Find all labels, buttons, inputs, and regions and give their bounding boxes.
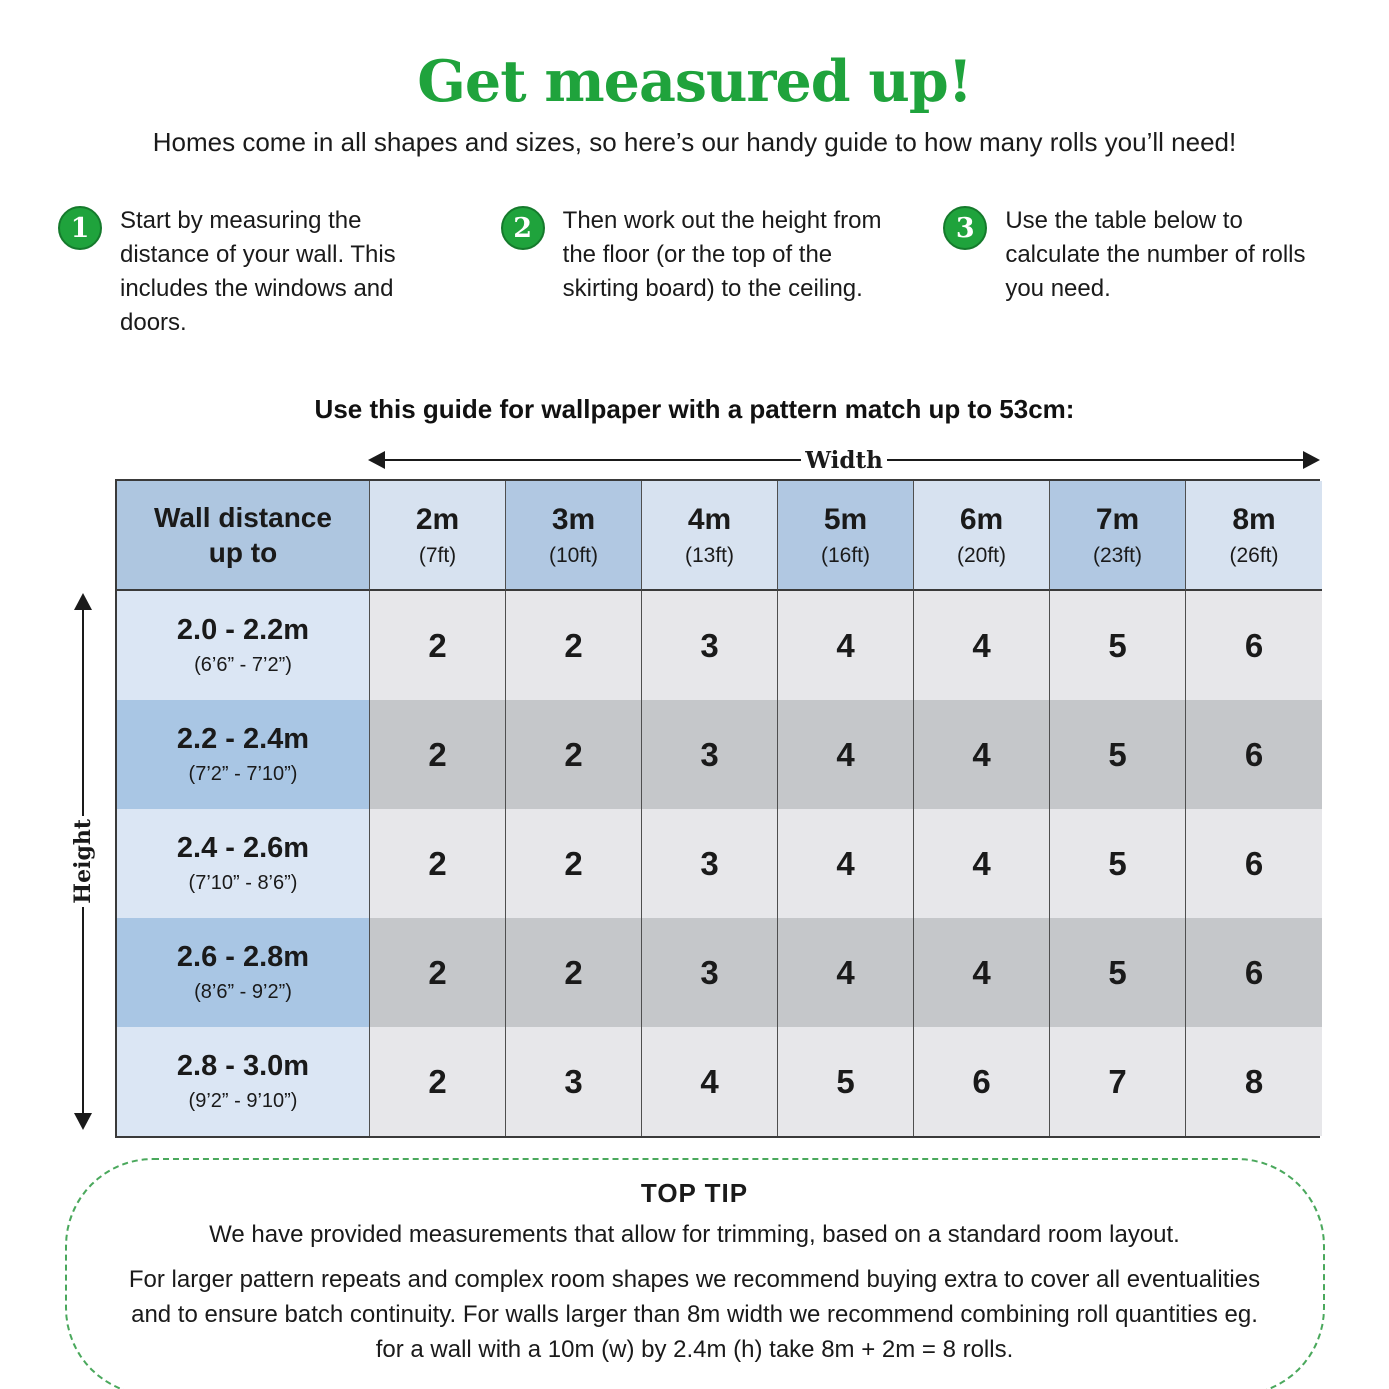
- top-tip-line2: For larger pattern repeats and complex room shapes we recommend buying extra to cover all eventualities and to ensure batch continuity. For walls larger than 8m width we recommend combining roll quantities eg. for a wall with a 10m (w) by 2.4m (h) take 8m + 2m = 8 rolls.: [128, 1266, 1261, 1363]
- table-guide-heading: Use this guide for wallpaper with a pattern match up to 53cm:: [314, 394, 1075, 425]
- table-cell: 2: [506, 809, 642, 918]
- table-cell: 7: [1050, 1027, 1186, 1136]
- table-cell: 4: [778, 700, 914, 809]
- table-cell: 4: [642, 1027, 778, 1136]
- column-header-metres: 7m: [1095, 502, 1140, 536]
- column-header-5m: [778, 481, 914, 591]
- row-header-metres: 2.4 - 2.6m: [176, 832, 310, 865]
- table-cell: 2: [506, 591, 642, 700]
- table-cell: 2: [370, 700, 506, 809]
- table-cell: 2: [370, 1027, 506, 1136]
- column-header-6m: [914, 481, 1050, 591]
- column-header-metres: 2m: [415, 502, 460, 536]
- step-2-text: Then work out the height from the floor (or the top of the skirting board) to the ceiling.: [562, 207, 882, 303]
- column-header-metres: 5m: [823, 502, 868, 536]
- row-header-2.2-2.4m: [117, 700, 370, 809]
- top-tip-heading: TOP TIP: [640, 1178, 749, 1209]
- arrow-up-icon: [74, 593, 92, 610]
- corner-header-line2: up to: [208, 537, 278, 569]
- width-axis-label: Width: [805, 446, 883, 474]
- table-cell: 4: [914, 591, 1050, 700]
- table-cell: 5: [1050, 700, 1186, 809]
- table-cell: 5: [1050, 809, 1186, 918]
- arrow-down-icon: [74, 1113, 92, 1130]
- column-header-feet: (10ft): [548, 543, 598, 567]
- table-cell: 6: [914, 1027, 1050, 1136]
- arrow-line: [385, 459, 801, 461]
- page-title: Get measured up!: [417, 48, 972, 115]
- table-cell: 5: [1050, 591, 1186, 700]
- table-cell: 4: [914, 918, 1050, 1027]
- table-cell: 6: [1186, 809, 1322, 918]
- column-header-8m: [1186, 481, 1322, 591]
- row-header-feet: (8’6” - 9’2”): [194, 981, 292, 1004]
- row-header-metres: 2.8 - 3.0m: [176, 1050, 310, 1083]
- step-1-text: Start by measuring the distance of your wall. This includes the windows and doors.: [120, 207, 396, 337]
- column-header-feet: (7ft): [418, 543, 457, 567]
- step-1-number-badge: 1: [58, 206, 102, 250]
- width-axis-arrow: [368, 447, 1320, 473]
- top-tip-box: [65, 1158, 1325, 1389]
- top-tip-line1: We have provided measurements that allow for trimming, based on a standard room layout.: [209, 1221, 1180, 1249]
- column-header-metres: 3m: [551, 502, 596, 536]
- table-cell: 4: [914, 809, 1050, 918]
- table-cell: 4: [914, 700, 1050, 809]
- row-header-feet: (6’6” - 7’2”): [194, 654, 292, 677]
- row-header-feet: (9’2” - 9’10”): [188, 1090, 298, 1113]
- column-header-feet: (13ft): [684, 543, 734, 567]
- column-header-feet: (26ft): [1229, 543, 1279, 567]
- column-header-feet: (20ft): [956, 543, 1006, 567]
- arrow-line: [82, 907, 84, 1113]
- column-header-metres: 4m: [687, 502, 732, 536]
- column-header-metres: 8m: [1232, 502, 1276, 536]
- row-header-metres: 2.6 - 2.8m: [176, 941, 310, 974]
- table-cell: 5: [778, 1027, 914, 1136]
- table-cell: 3: [506, 1027, 642, 1136]
- table-cell: 2: [370, 918, 506, 1027]
- table-cell: 6: [1186, 591, 1322, 700]
- row-header-2.0-2.2m: [117, 591, 370, 700]
- row-header-2.6-2.8m: [117, 918, 370, 1027]
- table-cell: 5: [1050, 918, 1186, 1027]
- table-cell: 3: [642, 700, 778, 809]
- corner-header-line1: Wall distance: [154, 502, 332, 534]
- row-header-metres: 2.2 - 2.4m: [176, 723, 310, 756]
- step-3: [943, 204, 1331, 340]
- table-cell: 2: [506, 700, 642, 809]
- table-cell: 2: [506, 918, 642, 1027]
- table-corner-header: [117, 481, 370, 591]
- step-1: [58, 204, 446, 340]
- table-cell: 3: [642, 591, 778, 700]
- column-header-feet: (16ft): [820, 543, 870, 567]
- column-header-metres: 6m: [959, 502, 1004, 536]
- table-cell: 8: [1186, 1027, 1322, 1136]
- height-axis-arrow: [66, 593, 100, 1130]
- table-cell: 3: [642, 918, 778, 1027]
- row-header-2.4-2.6m: [117, 809, 370, 918]
- column-header-feet: (23ft): [1092, 543, 1142, 567]
- arrow-right-icon: [1303, 451, 1320, 469]
- step-2-number-badge: 2: [501, 206, 545, 250]
- row-header-feet: (7’10” - 8’6”): [188, 872, 298, 895]
- arrow-line: [82, 610, 84, 816]
- height-axis-label: Height: [70, 819, 96, 905]
- rolls-table: [115, 479, 1320, 1138]
- column-header-4m: [642, 481, 778, 591]
- table-cell: 3: [642, 809, 778, 918]
- row-header-2.8-3.0m: [117, 1027, 370, 1136]
- column-header-3m: [506, 481, 642, 591]
- table-cell: 4: [778, 809, 914, 918]
- arrow-left-icon: [368, 451, 385, 469]
- page-subtitle: Homes come in all shapes and sizes, so here’s our handy guide to how many rolls you’ll need!: [152, 127, 1237, 157]
- steps-section: [0, 204, 1389, 340]
- table-cell: 4: [778, 591, 914, 700]
- step-2: [501, 204, 889, 340]
- arrow-line: [887, 459, 1303, 461]
- table-cell: 2: [370, 591, 506, 700]
- table-cell: 2: [370, 809, 506, 918]
- step-3-number-badge: 3: [943, 206, 987, 250]
- table-cell: 4: [778, 918, 914, 1027]
- table-cell: 6: [1186, 700, 1322, 809]
- table-zone: [0, 479, 1389, 1138]
- column-header-7m: [1050, 481, 1186, 591]
- row-header-feet: (7’2” - 7’10”): [188, 763, 298, 786]
- table-cell: 6: [1186, 918, 1322, 1027]
- column-header-2m: [370, 481, 506, 591]
- step-3-text: Use the table below to calculate the number of rolls you need.: [1005, 207, 1306, 303]
- row-header-metres: 2.0 - 2.2m: [176, 614, 310, 647]
